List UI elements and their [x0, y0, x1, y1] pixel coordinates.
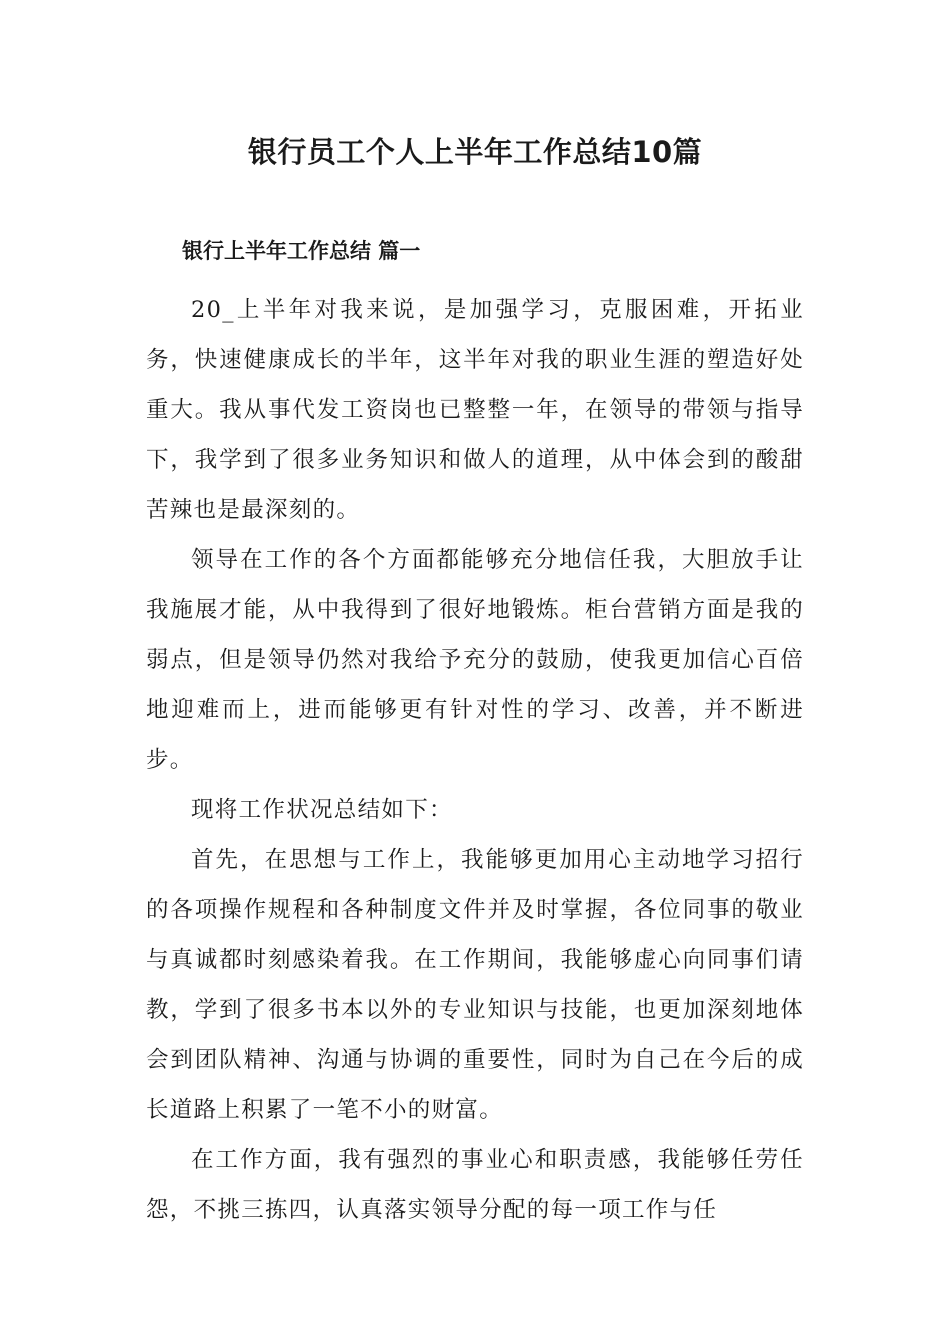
document-body [146, 285, 804, 1235]
paragraph: 现将工作状况总结如下： [191, 797, 453, 823]
paragraph: 20_上半年对我来说，是加强学习，克服困难，开拓业务，快速健康成长的半年，这半年对我的职业生涯的塑造好处重大。我从事代发工资岗也已整整一年，在领导的带领与指导下，我学到了很多业务知识和做人的道理，从中体会到的酸甜苦辣也是最深刻的。 [146, 297, 804, 523]
paragraph: 首先，在思想与工作上，我能够更加用心主动地学习招行的各项操作规程和各种制度文件并及时掌握，各位同事的敬业与真诚都时刻感染着我。在工作期间，我能够虚心向同事们请教，学到了很多书本以外的专业知识与技能，也更加深刻地体会到团队精神、沟通与协调的重要性，同时为自己在今后的成长道路上积累了一笔不小的财富。 [146, 847, 804, 1123]
section-heading: 银行上半年工作总结 篇一 [182, 239, 421, 263]
paragraph: 在工作方面，我有强烈的事业心和职责感，我能够任劳任怨，不挑三拣四，认真落实领导分配的每一项工作与任 [146, 1147, 804, 1223]
document-title: 银行员工个人上半年工作总结10篇 [247, 135, 703, 169]
paragraph: 领导在工作的各个方面都能够充分地信任我，大胆放手让我施展才能，从中我得到了很好地锻炼。柜台营销方面是我的弱点，但是领导仍然对我给予充分的鼓励，使我更加信心百倍地迎难而上，进而能够更有针对性的学习、改善，并不断进步。 [146, 547, 804, 773]
